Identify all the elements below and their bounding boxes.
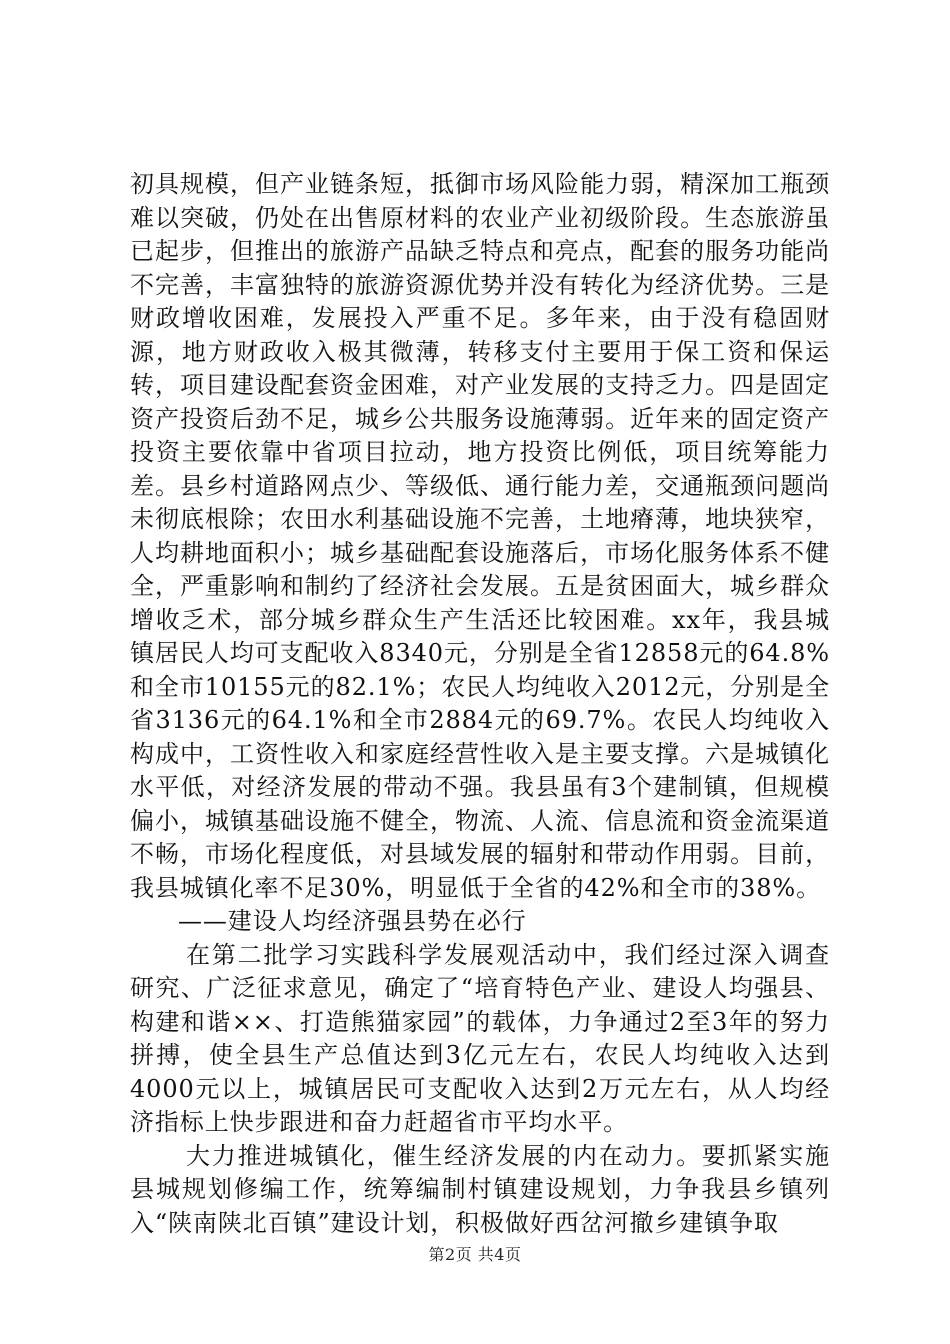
paragraph-goals: 在第二批学习实践科学发展观活动中，我们经过深入调查研究、广泛征求意见，确定了“培育特色产业、建设人均强县、构建和谐××、打造熊猫家园”的载体，力争通过2至3年的努力拼搏，使全县生产总值达到3亿元左右，农民人均纯收入达到4000元以上，城镇居民可支配收入达到2万元左右，从人均经济指标上快步跟进和奋力赶超省市平均水平。 [130, 940, 830, 1136]
document-body [130, 168, 830, 1240]
page-number: 第2页 共4页 [428, 1245, 522, 1264]
section-heading: ——建设人均经济强县势在必行 [178, 907, 527, 935]
paragraph-continued: 初具规模，但产业链条短，抵御市场风险能力弱，精深加工瓶颈难以突破，仍处在出售原材料的农业产业初级阶段。生态旅游虽已起步，但推出的旅游产品缺乏特点和亮点，配套的服务功能尚不完善，丰富独特的旅游资源优势并没有转化为经济优势。三是财政增收困难，发展投入严重不足。多年来，由于没有稳固财源，地方财政收入极其微薄，转移支付主要用于保工资和保运转，项目建设配套资金困难，对产业发展的支持乏力。四是固定资产投资后劲不足，城乡公共服务设施薄弱。近年来的固定资产投资主要依靠中省项目拉动，地方投资比例低，项目统筹能力差。县乡村道路网点少、等级低、通行能力差，交通瓶颈问题尚未彻底根除；农田水利基础设施不完善，土地瘠薄，地块狭窄，人均耕地面积小；城乡基础配套设施落后，市场化服务体系不健全，严重影响和制约了经济社会发展。五是贫困面大，城乡群众增收乏术，部分城乡群众生产生活还比较困难。xx年，我县城镇居民人均可支配收入8340元，分别是全省12858元的64.8%和全市10155元的82.1%；农民人均纯收入2012元，分别是全省3136元的64.1%和全市2884元的69.7%。农民人均纯收入构成中，工资性收入和家庭经营性收入是主要支撑。六是城镇化水平低，对经济发展的带动不强。我县虽有3个建制镇，但规模偏小，城镇基础设施不健全，物流、人流、信息流和资金流渠道不畅，市场化程度低，对县域发展的辐射和带动作用弱。目前，我县城镇化率不足30%，明显低于全省的42%和全市的38%。 [130, 170, 830, 902]
paragraph-urbanization: 大力推进城镇化，催生经济发展的内在动力。要抓紧实施县城规划修编工作，统筹编制村镇建设规划，力争我县乡镇列入“陕南陕北百镇”建设计划，积极做好西岔河撤乡建镇争取 [130, 1141, 830, 1237]
page-footer [0, 1242, 950, 1265]
